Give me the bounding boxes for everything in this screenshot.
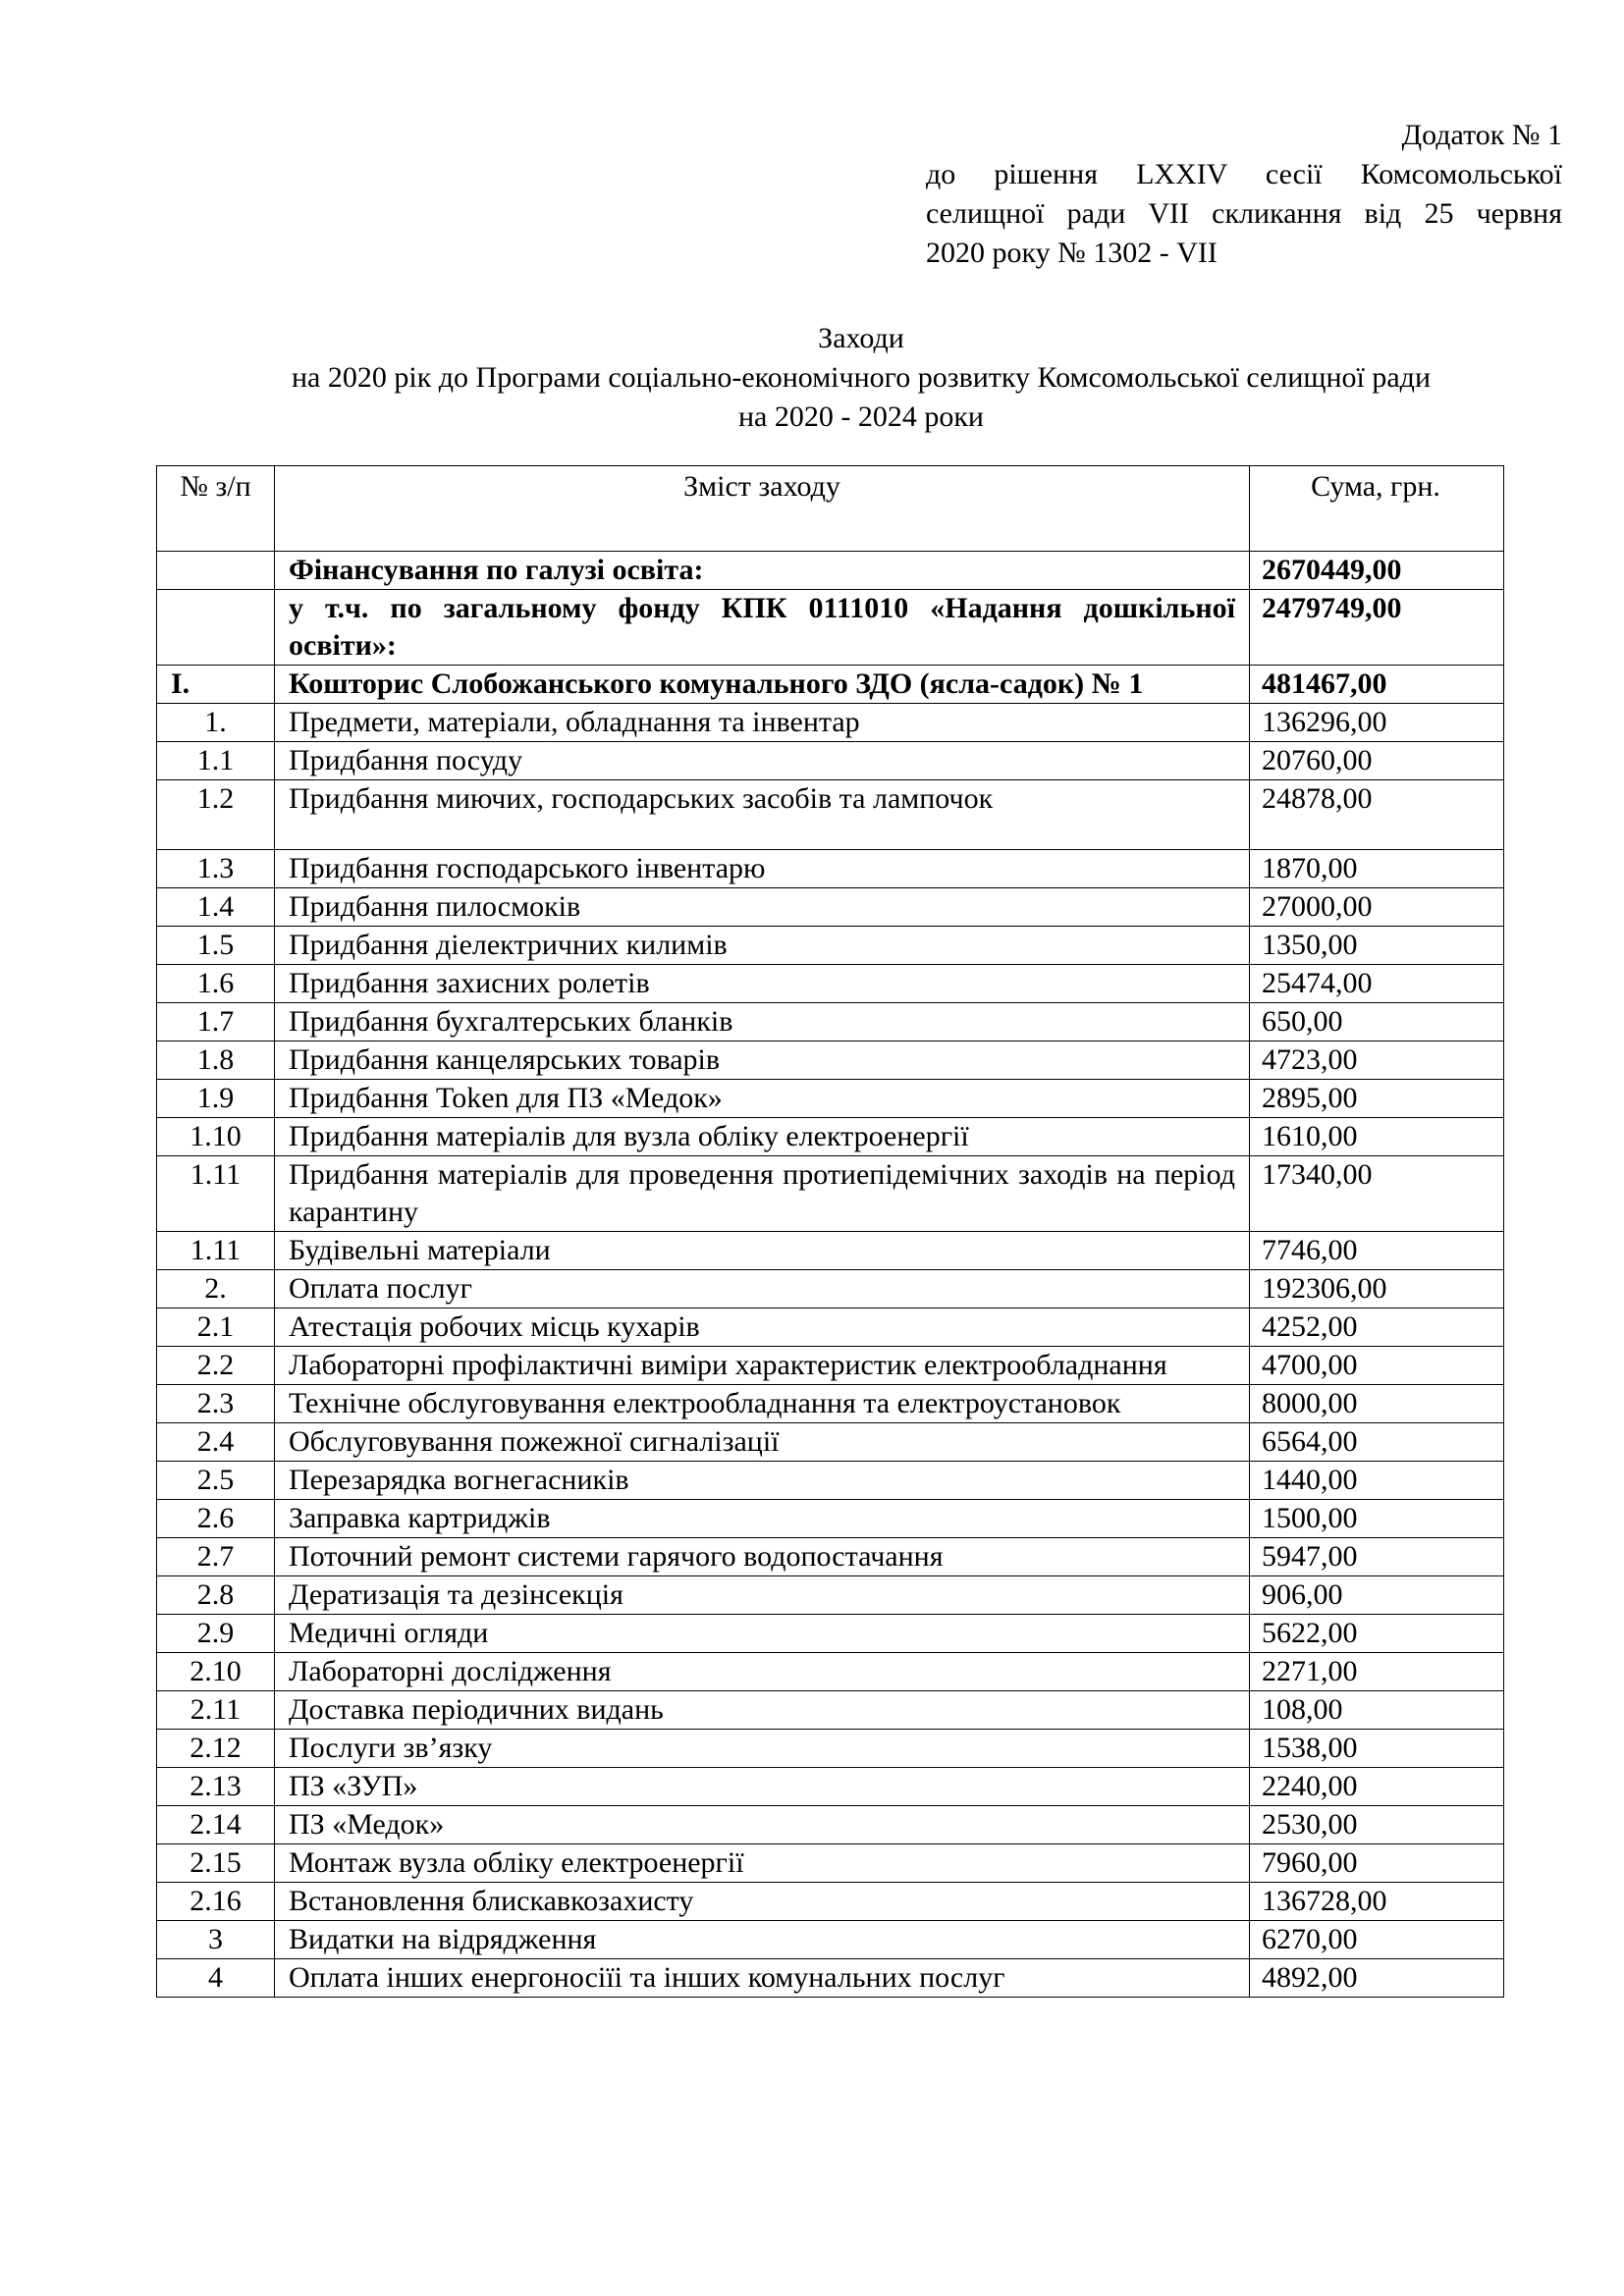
table-row [157,888,1504,927]
row-sum: 136296,00 [1250,704,1504,742]
row-sum: 27000,00 [1250,888,1504,927]
row-number: 1.11 [157,1232,275,1270]
table-row [157,780,1504,850]
row-content: Предмети, матеріали, обладнання та інвентар [275,704,1250,742]
row-content: Придбання пилосмоків [275,888,1250,927]
row-content: Оплата інших енергоносіїі та інших комунальних послуг [275,1959,1250,1998]
row-sum: 17340,00 [1250,1156,1504,1232]
table-row [157,1730,1504,1768]
row-sum: 2895,00 [1250,1080,1504,1118]
row-number: 2.1 [157,1308,275,1347]
table-row [157,1959,1504,1998]
table-row [157,1500,1504,1538]
row-sum: 2240,00 [1250,1768,1504,1806]
row-sum: 1538,00 [1250,1730,1504,1768]
row-number [157,552,275,590]
row-sum: 906,00 [1250,1576,1504,1615]
row-number: 2. [157,1270,275,1308]
row-number: 2.16 [157,1883,275,1921]
row-sum: 108,00 [1250,1691,1504,1730]
heading-period: на 2020 - 2024 роки [738,400,984,433]
table-row [157,1844,1504,1883]
row-number: 1.5 [157,927,275,965]
row-number: 1.11 [157,1156,275,1232]
row-number: 2.10 [157,1653,275,1691]
row-content: ПЗ «Медок» [275,1806,1250,1844]
row-content: у т.ч. по загальному фонду КПК 0111010 «Надання дошкільної освіти»: [275,590,1250,666]
table-row [157,590,1504,666]
row-number: 2.7 [157,1538,275,1576]
row-content: ПЗ «ЗУП» [275,1768,1250,1806]
table-row [157,1080,1504,1118]
row-content: Монтаж вузла обліку електроенергії [275,1844,1250,1883]
row-sum: 2271,00 [1250,1653,1504,1691]
row-number: 1.9 [157,1080,275,1118]
row-sum: 25474,00 [1250,965,1504,1003]
row-content: Доставка періодичних видань [275,1691,1250,1730]
row-content: Придбання матеріалів для вузла обліку електроенергії [275,1118,1250,1156]
row-content: Кошторис Слобожанського комунального ЗДО (ясла-садок) № 1 [275,666,1250,704]
table-row [157,1232,1504,1270]
table-row [157,1768,1504,1806]
row-sum: 481467,00 [1250,666,1504,704]
row-sum: 4723,00 [1250,1041,1504,1080]
row-sum: 5622,00 [1250,1615,1504,1653]
row-number: 2.6 [157,1500,275,1538]
measures-table [156,465,1504,1998]
table-row [157,1615,1504,1653]
table-row [157,927,1504,965]
row-content: Придбання діелектричних килимів [275,927,1250,965]
row-content: Поточний ремонт системи гарячого водопостачання [275,1538,1250,1576]
row-number: 1. [157,704,275,742]
row-number: 2.5 [157,1462,275,1500]
row-number: 2.11 [157,1691,275,1730]
appendix-line-2: селищної ради VII скликання від 25 червня [926,197,1562,230]
header-content: Зміст заходу [275,466,1250,552]
row-number: 2.2 [157,1347,275,1385]
row-number: 1.10 [157,1118,275,1156]
row-sum: 192306,00 [1250,1270,1504,1308]
appendix-block [926,116,1562,273]
row-sum: 1870,00 [1250,850,1504,888]
row-number: 2.12 [157,1730,275,1768]
table-row [157,1003,1504,1041]
table-row [157,1041,1504,1080]
appendix-line-1: до рішення LXXIV сесії Комсомольської [926,158,1562,190]
row-number: 2.14 [157,1806,275,1844]
table-row [157,1691,1504,1730]
row-content: Заправка картриджів [275,1500,1250,1538]
table-row [157,1883,1504,1921]
table-row [157,1118,1504,1156]
row-number: 1.3 [157,850,275,888]
table-row [157,666,1504,704]
row-content: Встановлення блискавкозахисту [275,1883,1250,1921]
row-number: I. [157,666,275,704]
row-sum: 8000,00 [1250,1385,1504,1423]
table-row [157,850,1504,888]
table-row [157,552,1504,590]
row-sum: 7960,00 [1250,1844,1504,1883]
row-number: 2.4 [157,1423,275,1462]
row-sum: 136728,00 [1250,1883,1504,1921]
row-content: Оплата послуг [275,1270,1250,1308]
row-content: Лабораторні дослідження [275,1653,1250,1691]
table-row [157,1921,1504,1959]
row-content: Придбання миючих, господарських засобів та лампочок [275,780,1250,850]
row-number: 2.3 [157,1385,275,1423]
table-row [157,1308,1504,1347]
row-number: 2.8 [157,1576,275,1615]
row-number: 2.15 [157,1844,275,1883]
row-content: Перезарядка вогнегасників [275,1462,1250,1500]
table-row [157,1270,1504,1308]
row-content: Придбання господарського інвентарю [275,850,1250,888]
heading-title: Заходи [818,322,904,354]
table-row [157,1385,1504,1423]
table-row [157,1653,1504,1691]
row-sum: 4700,00 [1250,1347,1504,1385]
table-row [157,742,1504,780]
table-row [157,1576,1504,1615]
row-number: 2.9 [157,1615,275,1653]
row-content: Придбання матеріалів для проведення протиепідемічних заходів на період карантину [275,1156,1250,1232]
row-sum: 1440,00 [1250,1462,1504,1500]
row-content: Придбання бухгалтерських бланків [275,1003,1250,1041]
table-row [157,965,1504,1003]
row-sum: 1350,00 [1250,927,1504,965]
row-sum: 24878,00 [1250,780,1504,850]
row-sum: 650,00 [1250,1003,1504,1041]
row-content: Дератизація та дезінсекція [275,1576,1250,1615]
appendix-title: Додаток № 1 [1401,119,1562,151]
row-number: 1.6 [157,965,275,1003]
row-content: Обслуговування пожежної сигналізації [275,1423,1250,1462]
row-number: 1.1 [157,742,275,780]
row-number: 4 [157,1959,275,1998]
row-sum: 2479749,00 [1250,590,1504,666]
row-sum: 2670449,00 [1250,552,1504,590]
row-content: Медичні огляди [275,1615,1250,1653]
row-content: Придбання Token для ПЗ «Медок» [275,1080,1250,1118]
table-row [157,1347,1504,1385]
row-sum: 1500,00 [1250,1500,1504,1538]
row-number: 2.13 [157,1768,275,1806]
row-sum: 5947,00 [1250,1538,1504,1576]
row-sum: 20760,00 [1250,742,1504,780]
row-sum: 4252,00 [1250,1308,1504,1347]
row-number: 1.4 [157,888,275,927]
row-content: Будівельні матеріали [275,1232,1250,1270]
row-content: Придбання канцелярських товарів [275,1041,1250,1080]
table-row [157,1423,1504,1462]
row-number [157,590,275,666]
table-header-row [157,466,1504,552]
row-sum: 4892,00 [1250,1959,1504,1998]
header-number: № з/п [157,466,275,552]
row-content: Придбання посуду [275,742,1250,780]
row-content: Атестація робочих місць кухарів [275,1308,1250,1347]
row-number: 1.2 [157,780,275,850]
row-content: Придбання захисних ролетів [275,965,1250,1003]
row-content: Фінансування по галузі освіта: [275,552,1250,590]
row-number: 1.7 [157,1003,275,1041]
heading-subtitle: на 2020 рік до Програми соціально-економічного розвитку Комсомольської селищної ради [292,361,1431,394]
row-content: Технічне обслуговування електрообладнання та електроустановок [275,1385,1250,1423]
row-sum: 6270,00 [1250,1921,1504,1959]
row-content: Послуги зв’язку [275,1730,1250,1768]
row-sum: 2530,00 [1250,1806,1504,1844]
row-sum: 1610,00 [1250,1118,1504,1156]
row-sum: 7746,00 [1250,1232,1504,1270]
row-content: Лабораторні профілактичні виміри характеристик електрообладнання [275,1347,1250,1385]
table-row [157,1156,1504,1232]
appendix-line-3: 2020 року № 1302 - VII [926,237,1218,269]
row-sum: 6564,00 [1250,1423,1504,1462]
row-content: Видатки на відрядження [275,1921,1250,1959]
table-row [157,704,1504,742]
header-sum: Сума, грн. [1250,466,1504,552]
row-number: 1.8 [157,1041,275,1080]
table-row [157,1462,1504,1500]
table-row [157,1806,1504,1844]
document-heading [157,319,1565,437]
table-row [157,1538,1504,1576]
row-number: 3 [157,1921,275,1959]
